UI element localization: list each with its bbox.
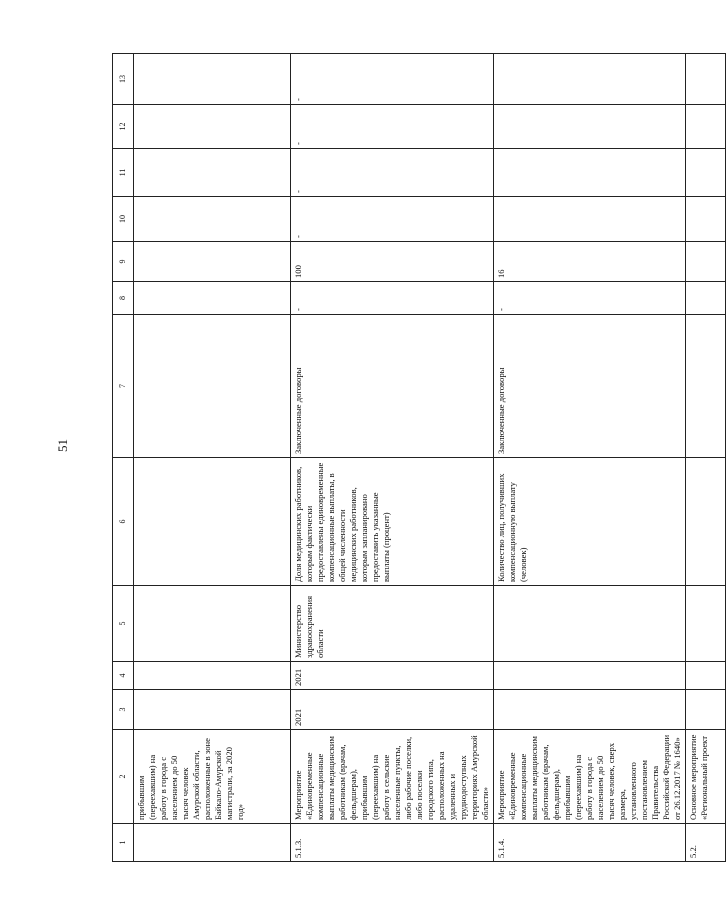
responsible-executor bbox=[686, 586, 726, 662]
responsible-executor bbox=[134, 586, 291, 662]
table-row bbox=[291, 54, 494, 862]
value-col-9 bbox=[134, 242, 291, 282]
value-col-11 bbox=[494, 149, 686, 197]
value-col-13 bbox=[686, 54, 726, 105]
value-col-10 bbox=[134, 197, 291, 242]
value-col-12 bbox=[686, 105, 726, 149]
col-header: 12 bbox=[113, 105, 134, 149]
indicator: Доля медицинских работников, которым фактически предоставлены единовременные компенсационные выплаты, в общей численности медицинских работников, которым запланировано предоставить указанные выплаты (процент) bbox=[291, 458, 494, 586]
event-description: Мероприятие «Единовременные компенсационные выплаты медицинским работникам (врачам, фельдшерам), прибывшим (переехавшим) на работу в города с населением до 50 тысяч человек, сверх размера, установленного постановлением Правительства Российской Федерации от 26.12.2017 № 1640» bbox=[494, 730, 686, 824]
col-header: 8 bbox=[113, 282, 134, 315]
value-col-12 bbox=[494, 105, 686, 149]
end-year bbox=[494, 662, 686, 690]
value-col-12: - bbox=[291, 105, 494, 149]
value-col-11: - bbox=[291, 149, 494, 197]
end-year: 2021 bbox=[291, 662, 494, 690]
column-number-row bbox=[113, 54, 134, 862]
value-col-9: 100 bbox=[291, 242, 494, 282]
event-description: Мероприятие «Единовременные компенсационные выплаты медицинским работникам (врачам, фельдшерам), прибывшим (переехавшим) на работу в сельские населенные пункты, либо рабочие поселки, либо поселки городского типа, расположенных на удаленных и труднодоступных территориях Амурской области» bbox=[291, 730, 494, 824]
value-col-9: 16 bbox=[494, 242, 686, 282]
col-header: 10 bbox=[113, 197, 134, 242]
value-col-13 bbox=[494, 54, 686, 105]
col-header: 9 bbox=[113, 242, 134, 282]
col-header: 5 bbox=[113, 586, 134, 662]
value-col-8 bbox=[686, 282, 726, 315]
col-header: 6 bbox=[113, 458, 134, 586]
indicator: Количество лиц, получивших компенсационную выплату (человек) bbox=[494, 458, 686, 586]
end-year bbox=[686, 662, 726, 690]
start-year: 2021 bbox=[291, 690, 494, 730]
event-description: прибывшим (переехавшим) на работу в города с населением до 50 тысяч человек Амурской области, расположенные в зоне Байкало-Амурской магистрали, за 2020 год» bbox=[134, 730, 291, 824]
value-col-10 bbox=[494, 197, 686, 242]
value-col-8: - bbox=[291, 282, 494, 315]
program-table bbox=[112, 53, 726, 862]
indicator bbox=[686, 458, 726, 586]
start-year bbox=[134, 690, 291, 730]
row-number: 5.1.4. bbox=[494, 824, 686, 862]
value-col-11 bbox=[134, 149, 291, 197]
row-number: 5.1.3. bbox=[291, 824, 494, 862]
value-col-8: - bbox=[494, 282, 686, 315]
expected-result: Заключенные договоры bbox=[291, 315, 494, 458]
start-year bbox=[686, 690, 726, 730]
col-header: 13 bbox=[113, 54, 134, 105]
value-col-8 bbox=[134, 282, 291, 315]
value-col-12 bbox=[134, 105, 291, 149]
value-col-10: - bbox=[291, 197, 494, 242]
event-description: Основное мероприятие «Региональный проект bbox=[686, 730, 726, 824]
start-year bbox=[494, 690, 686, 730]
indicator bbox=[134, 458, 291, 586]
responsible-executor: Министерство здравоохранения области bbox=[291, 586, 494, 662]
expected-result: Заключенные договоры bbox=[494, 315, 686, 458]
col-header: 2 bbox=[113, 730, 134, 824]
expected-result bbox=[686, 315, 726, 458]
row-number: 5.2. bbox=[686, 824, 726, 862]
col-header: 1 bbox=[113, 824, 134, 862]
expected-result bbox=[134, 315, 291, 458]
page-number: 51 bbox=[55, 439, 70, 452]
col-header: 11 bbox=[113, 149, 134, 197]
value-col-13 bbox=[134, 54, 291, 105]
responsible-executor bbox=[494, 586, 686, 662]
table-row bbox=[686, 54, 726, 862]
col-header: 3 bbox=[113, 690, 134, 730]
table-row bbox=[134, 54, 291, 862]
rotated-page bbox=[112, 54, 709, 862]
row-number bbox=[134, 824, 291, 862]
value-col-13: - bbox=[291, 54, 494, 105]
value-col-9 bbox=[686, 242, 726, 282]
value-col-10 bbox=[686, 197, 726, 242]
value-col-11 bbox=[686, 149, 726, 197]
col-header: 4 bbox=[113, 662, 134, 690]
end-year bbox=[134, 662, 291, 690]
col-header: 7 bbox=[113, 315, 134, 458]
table-row bbox=[494, 54, 686, 862]
